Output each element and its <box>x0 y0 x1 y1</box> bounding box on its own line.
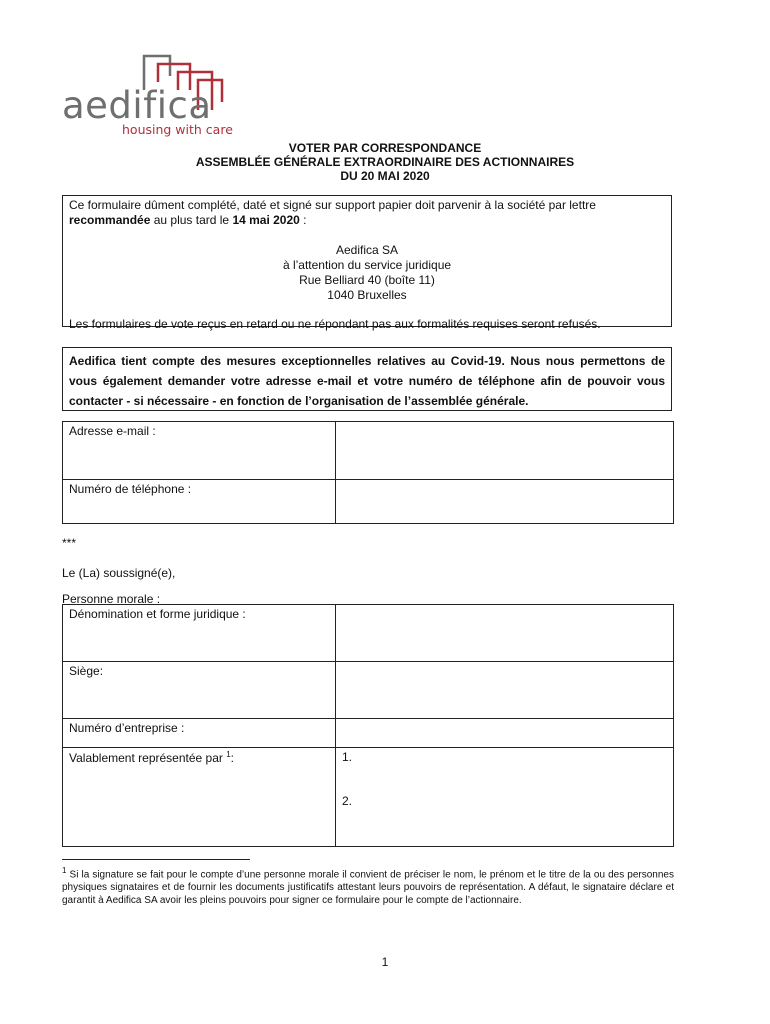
legal-entity-heading: Personne morale : <box>62 592 161 606</box>
address-line-company: Aedifica SA <box>335 243 399 257</box>
name-field[interactable] <box>336 605 674 662</box>
name-label: Dénomination et forme juridique : <box>63 605 336 662</box>
logo-wordmark: aedifica <box>62 84 212 127</box>
title-line-3: DU 20 MAI 2020 <box>340 169 430 183</box>
phone-label: Numéro de téléphone : <box>63 480 336 524</box>
contact-table <box>62 421 674 524</box>
footnote-number: 1 <box>62 866 67 875</box>
seat-field[interactable] <box>336 662 674 719</box>
representative-2: 2. <box>342 794 353 808</box>
separator: *** <box>62 536 77 550</box>
notice-intro-colon: : <box>299 213 307 227</box>
represented-by-cell: Valablement représentée par $^1$: <box>63 748 336 847</box>
representative-1: 1. <box>342 750 353 764</box>
footnote-text: Si la signature se fait pour le compte d’une personne morale il convient de préciser le nom, le prénom et le titre de la ou des personnes physiques signataires et de fournir les documents justificatifs attestant leurs pouvoirs de représentation. A défaut, le signataire déclare et garantit à Aedifica SA avoir les pleins pouvoirs pour signer ce formulaire pour le compte de l’actionnaire. <box>62 869 674 907</box>
page-number: 1 <box>381 955 389 969</box>
email-label: Adresse e-mail : <box>63 422 336 480</box>
covid-notice: Aedifica tient compte des mesures exceptionnelles relatives au Covid-19. Nous nous permettons de vous également demander votre adresse e-mail et votre numéro de téléphone afin de pouvoir vous contacter - si nécessaire - en fonction de l’organisation de l’assemblée générale. <box>62 347 672 411</box>
late-notice: Les formulaires de vote reçus en retard ou ne répondant pas aux formalités requises seront refusés. <box>69 317 601 331</box>
title-line-1: VOTER PAR CORRESPONDANCE <box>288 141 482 155</box>
footnote-ref: 1 <box>226 750 231 759</box>
undersigned-text: Le (La) soussigné(e), <box>62 566 176 580</box>
aedifica-logo <box>58 50 238 140</box>
address-line-street: Rue Belliard 40 (boîte 11) <box>299 273 435 287</box>
email-field[interactable] <box>336 422 674 480</box>
notice-box <box>62 195 672 331</box>
notice-deadline: 14 mai 2020 <box>232 213 300 227</box>
representatives-field[interactable] <box>336 748 674 847</box>
notice-intro-text: Ce formulaire dûment complété, daté et signé sur support papier doit parvenir à la société par lettre <box>69 198 596 212</box>
represented-by-label: Valablement représentée par <box>69 751 223 765</box>
address-line-city: 1040 Bruxelles <box>327 288 407 302</box>
address-line-attention: à l’attention du service juridique <box>282 258 452 272</box>
title-line-2: ASSEMBLÉE GÉNÉRALE EXTRAORDINAIRE DES ACTIONNAIRES <box>195 155 575 169</box>
legal-entity-table <box>62 604 674 847</box>
footnote <box>62 864 674 907</box>
seat-label: Siège: <box>63 662 336 719</box>
notice-registered: recommandée <box>69 213 151 227</box>
notice-intro <box>69 198 665 228</box>
company-number-label: Numéro d’entreprise : <box>63 719 336 748</box>
phone-field[interactable] <box>336 480 674 524</box>
footnote-divider <box>62 859 250 860</box>
logo-tagline: housing with care <box>122 122 233 137</box>
notice-intro-text-2: au plus tard le <box>150 213 233 227</box>
company-number-field[interactable] <box>336 719 674 748</box>
